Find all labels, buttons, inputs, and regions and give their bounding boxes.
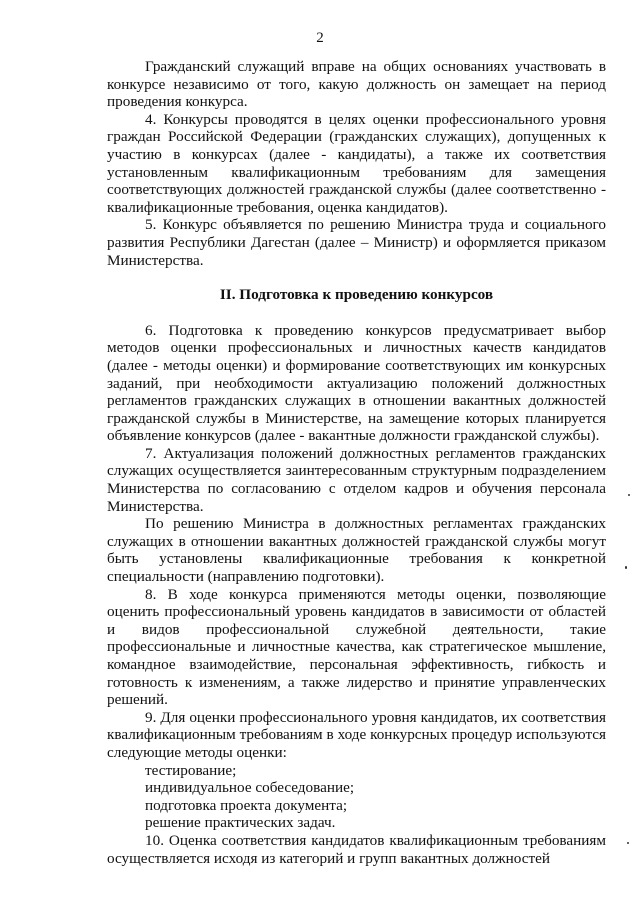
- scan-speck: [627, 842, 629, 844]
- section-heading: II. Подготовка к проведению конкурсов: [219, 286, 494, 304]
- paragraph-5-announcement: 5. Конкурс объявляется по решению Министра труда и социального развития Республики Дагестан (далее – Министр) и оформляется приказом Министерства.: [107, 216, 606, 269]
- method-item: подготовка проекта документа;: [145, 796, 348, 814]
- paragraph-7-update-regulations: 7. Актуализация положений должностных регламентов гражданских служащих осуществляется заинтересованным структурным подразделением Министерства по согласованию с отделом кадров и обучения персонала Министерства.: [107, 444, 606, 515]
- paragraph-9-evaluation: 9. Для оценки профессионального уровня кандидатов, их соответствия квалификационным требованиям в ходе конкурсных процедур используются следующие методы оценки:: [107, 708, 606, 761]
- paragraph-6-preparation: 6. Подготовка к проведению конкурсов предусматривает выбор методов оценки профессиональных и личностных качеств кандидатов (далее - методы оценки) и формирование соответствующих им конкурсных заданий, при необходимости актуализацию положений должностных регламентов гражданских служащих в отношении вакантных должностей гражданской службы в Министерстве, на замещение которых планируется объявление конкурсов (далее - вакантные должности гражданской службы).: [107, 321, 606, 445]
- scan-speck: [625, 566, 627, 569]
- method-item: тестирование;: [145, 761, 237, 779]
- paragraph-8-methods: 8. В ходе конкурса применяются методы оценки, позволяющие оценить профессиональный уровень кандидатов в зависимости от областей и видов профессиональной служебной деятельности, такие профессиональные и личностные качества, как стратегическое мышление, командное взаимодействие, персональная эффективность, гибкость и готовность к изменениям, а также лидерство и принятие управленческих решений.: [107, 585, 606, 709]
- paragraph-4-purpose: 4. Конкурсы проводятся в целях оценки профессионального уровня граждан Российской Федерации (гражданских служащих), допущенных к участию в конкурсах (далее - кандидаты), а также их соответствия установленным квалификационным требованиям для замещения соответствующих должностей гражданской службы (далее соответственно - квалификационные требования, оценка кандидатов).: [107, 110, 606, 216]
- scan-speck: [628, 494, 630, 496]
- paragraph-10-assessment: 10. Оценка соответствия кандидатов квалификационным требованиям осуществляется исходя из категорий и групп вакантных должностей: [107, 831, 606, 867]
- document-body: [107, 58, 606, 867]
- method-item: решение практических задач.: [145, 814, 336, 832]
- paragraph-civil-servant-participation: Гражданский служащий вправе на общих основаниях участвовать в конкурсе независимо от того, какую должность он замещает на период проведения конкурса.: [107, 58, 606, 111]
- method-item: индивидуальное собеседование;: [145, 779, 355, 797]
- page-number: 2: [316, 30, 324, 46]
- paragraph-minister-decision: По решению Министра в должностных регламентах гражданских служащих в отношении вакантных должностей гражданской службы могут быть установлены квалификационные требования к конкретной специальности (направлению подготовки).: [107, 515, 606, 586]
- methods-list: [107, 762, 606, 832]
